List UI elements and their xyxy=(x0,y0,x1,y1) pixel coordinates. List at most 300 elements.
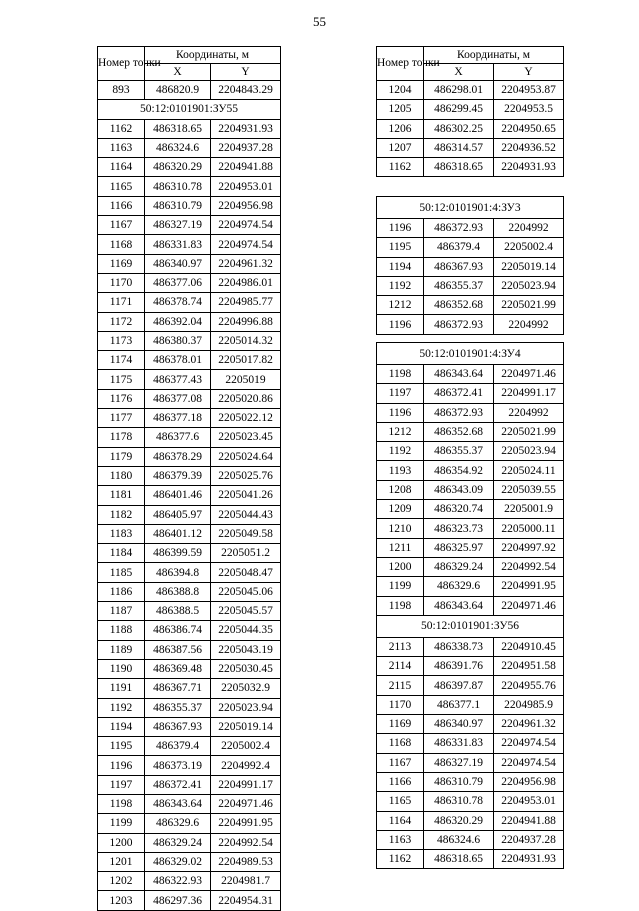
x-coordinate-cell: 486302.25 xyxy=(424,119,494,138)
point-number-cell: 1197 xyxy=(98,775,145,794)
x-coordinate-cell: 486324.6 xyxy=(145,138,211,157)
y-coordinate-cell: 2205021.99 xyxy=(494,422,564,441)
point-number-cell: 2115 xyxy=(377,676,424,695)
point-number-cell: 1202 xyxy=(98,872,145,891)
table-row xyxy=(98,698,281,717)
y-coordinate-cell: 2204991.17 xyxy=(494,384,564,403)
point-number-cell: 1184 xyxy=(98,544,145,563)
y-coordinate-cell: 2204961.32 xyxy=(211,254,281,273)
x-coordinate-cell: 486369.48 xyxy=(145,659,211,678)
x-coordinate-cell: 486343.64 xyxy=(145,794,211,813)
section-title: 50:12:0101901:4:ЗУ4 xyxy=(377,343,564,365)
x-coordinate-cell: 486340.97 xyxy=(145,254,211,273)
point-number-cell: 1211 xyxy=(377,538,424,557)
table-row xyxy=(377,830,564,849)
table-row xyxy=(98,351,281,370)
table-row xyxy=(377,238,564,257)
y-coordinate-cell: 2205019.14 xyxy=(494,257,564,276)
table-row xyxy=(377,577,564,596)
y-coordinate-cell: 2204981.7 xyxy=(211,872,281,891)
point-number-cell: 1200 xyxy=(377,557,424,576)
x-coordinate-cell: 486297.36 xyxy=(145,891,211,910)
x-coordinate-cell: 486355.37 xyxy=(424,276,494,295)
x-coordinate-cell: 486352.68 xyxy=(424,422,494,441)
x-coordinate-cell: 486340.97 xyxy=(424,715,494,734)
zu4-table-body xyxy=(377,343,564,869)
y-coordinate-cell: 2204937.28 xyxy=(211,138,281,157)
point-number-cell: 893 xyxy=(98,81,145,100)
table-row xyxy=(377,850,564,869)
table-row xyxy=(98,640,281,659)
point-number-cell: 1192 xyxy=(377,276,424,295)
y-coordinate-cell: 2205032.9 xyxy=(211,679,281,698)
table-row xyxy=(377,403,564,422)
x-coordinate-cell: 486343.64 xyxy=(424,365,494,384)
table-row xyxy=(98,679,281,698)
x-coordinate-cell: 486377.08 xyxy=(145,389,211,408)
section-title-row xyxy=(377,343,564,365)
table-row xyxy=(377,100,564,119)
table-row xyxy=(377,296,564,315)
x-coordinate-cell: 486367.71 xyxy=(145,679,211,698)
point-number-cell: 1193 xyxy=(377,461,424,480)
y-coordinate-cell: 2204991.95 xyxy=(211,814,281,833)
table-row xyxy=(98,659,281,678)
y-coordinate-cell: 2205041.26 xyxy=(211,486,281,505)
x-coordinate-cell: 486380.37 xyxy=(145,331,211,350)
y-coordinate-cell: 2205023.45 xyxy=(211,428,281,447)
point-number-cell: 1165 xyxy=(98,177,145,196)
coordinates-header: Координаты, м xyxy=(424,47,564,64)
point-number-cell: 1196 xyxy=(377,219,424,238)
y-coordinate-cell: 2204953.01 xyxy=(211,177,281,196)
x-coordinate-cell: 486310.79 xyxy=(424,772,494,791)
y-coordinate-cell: 2204941.88 xyxy=(494,811,564,830)
point-number-cell: 1212 xyxy=(377,422,424,441)
x-coordinate-cell: 486379.39 xyxy=(145,466,211,485)
table-row xyxy=(98,563,281,582)
table-row xyxy=(377,442,564,461)
table-row xyxy=(377,715,564,734)
table-row xyxy=(98,331,281,350)
point-number-cell: 2113 xyxy=(377,637,424,656)
table-row xyxy=(98,621,281,640)
y-coordinate-cell: 2204950.65 xyxy=(494,119,564,138)
y-coordinate-cell: 2204931.93 xyxy=(211,119,281,138)
table-row xyxy=(98,216,281,235)
x-coordinate-cell: 486378.01 xyxy=(145,351,211,370)
y-coordinate-cell: 2205002.4 xyxy=(211,737,281,756)
y-coordinate-cell: 2204956.98 xyxy=(211,196,281,215)
table-row xyxy=(98,814,281,833)
y-coordinate-cell: 2204931.93 xyxy=(494,850,564,869)
x-coordinate-cell: 486318.65 xyxy=(424,850,494,869)
y-coordinate-cell: 2204974.54 xyxy=(494,734,564,753)
x-coordinate-cell: 486343.09 xyxy=(424,480,494,499)
table-row xyxy=(98,582,281,601)
point-number-cell: 1178 xyxy=(98,428,145,447)
x-coordinate-cell: 486299.45 xyxy=(424,100,494,119)
point-number-cell: 1205 xyxy=(377,100,424,119)
point-number-cell: 1189 xyxy=(98,640,145,659)
x-coordinate-cell: 486343.64 xyxy=(424,596,494,615)
point-number-cell: 1203 xyxy=(98,891,145,910)
y-coordinate-cell: 2204956.98 xyxy=(494,772,564,791)
table-row xyxy=(377,753,564,772)
table-row xyxy=(377,500,564,519)
x-coordinate-cell: 486372.93 xyxy=(424,403,494,422)
y-coordinate-cell: 2204992 xyxy=(494,403,564,422)
x-coordinate-cell: 486324.6 xyxy=(424,830,494,849)
table-row xyxy=(377,637,564,656)
point-number-cell: 1174 xyxy=(98,351,145,370)
point-number-cell: 1162 xyxy=(377,850,424,869)
x-coordinate-cell: 486310.78 xyxy=(424,792,494,811)
y-coordinate-cell: 2204992 xyxy=(494,219,564,238)
point-number-cell: 1187 xyxy=(98,602,145,621)
point-number-cell: 1175 xyxy=(98,370,145,389)
x-coordinate-cell: 486331.83 xyxy=(424,734,494,753)
y-coordinate-cell: 2204953.01 xyxy=(494,792,564,811)
point-number-cell: 2114 xyxy=(377,657,424,676)
table-row xyxy=(377,676,564,695)
x-coordinate-cell: 486377.1 xyxy=(424,695,494,714)
x-coordinate-cell: 486327.19 xyxy=(424,753,494,772)
y-header: Y xyxy=(211,64,281,81)
y-coordinate-cell: 2204953.5 xyxy=(494,100,564,119)
point-number-cell: 1198 xyxy=(98,794,145,813)
y-coordinate-cell: 2204937.28 xyxy=(494,830,564,849)
y-coordinate-cell: 2204985.9 xyxy=(494,695,564,714)
table-row xyxy=(377,811,564,830)
x-coordinate-cell: 486318.65 xyxy=(145,119,211,138)
section-title: 50:12:0101901:4:ЗУ3 xyxy=(377,197,564,219)
y-coordinate-cell: 2205023.94 xyxy=(494,442,564,461)
y-coordinate-cell: 2204974.54 xyxy=(211,216,281,235)
y-coordinate-cell: 2204954.31 xyxy=(211,891,281,910)
x-coordinate-cell: 486327.19 xyxy=(145,216,211,235)
point-number-cell: 1166 xyxy=(377,772,424,791)
table-row xyxy=(98,158,281,177)
point-number-cell: 1186 xyxy=(98,582,145,601)
point-number-cell: 1194 xyxy=(377,257,424,276)
coordinates-table-zu4 xyxy=(376,342,564,869)
x-coordinate-cell: 486322.93 xyxy=(145,872,211,891)
y-coordinate-cell: 2205048.47 xyxy=(211,563,281,582)
table-row xyxy=(377,772,564,791)
table-row xyxy=(377,219,564,238)
y-coordinate-cell: 2204971.46 xyxy=(494,596,564,615)
y-coordinate-cell: 2205045.57 xyxy=(211,602,281,621)
point-number-cell: 1185 xyxy=(98,563,145,582)
point-number-cell: 1199 xyxy=(377,577,424,596)
point-number-header: Номер точки xyxy=(98,47,145,81)
y-coordinate-cell: 2204992.54 xyxy=(494,557,564,576)
y-coordinate-cell: 2204971.46 xyxy=(494,365,564,384)
coordinates-table-zu3 xyxy=(376,196,564,335)
y-coordinate-cell: 2204910.45 xyxy=(494,637,564,656)
table-row xyxy=(377,461,564,480)
y-coordinate-cell: 2204843.29 xyxy=(211,81,281,100)
x-coordinate-cell: 486318.65 xyxy=(424,158,494,177)
table-row xyxy=(377,596,564,615)
y-header: Y xyxy=(494,64,564,81)
y-coordinate-cell: 2205024.11 xyxy=(494,461,564,480)
x-coordinate-cell: 486320.29 xyxy=(145,158,211,177)
table-row xyxy=(98,273,281,292)
point-number-cell: 1182 xyxy=(98,505,145,524)
point-number-cell: 1208 xyxy=(377,480,424,499)
point-number-cell: 1170 xyxy=(377,695,424,714)
point-number-cell: 1198 xyxy=(377,365,424,384)
x-coordinate-cell: 486405.97 xyxy=(145,505,211,524)
point-number-cell: 1183 xyxy=(98,524,145,543)
x-coordinate-cell: 486388.5 xyxy=(145,602,211,621)
point-number-cell: 1191 xyxy=(98,679,145,698)
point-number-cell: 1165 xyxy=(377,792,424,811)
x-coordinate-cell: 486329.6 xyxy=(424,577,494,596)
y-coordinate-cell: 2204974.54 xyxy=(494,753,564,772)
x-coordinate-cell: 486372.93 xyxy=(424,315,494,334)
zu3-table-body xyxy=(377,197,564,335)
point-number-cell: 1163 xyxy=(377,830,424,849)
y-coordinate-cell: 2204991.17 xyxy=(211,775,281,794)
x-coordinate-cell: 486314.57 xyxy=(424,138,494,157)
table-row xyxy=(98,428,281,447)
point-number-cell: 1164 xyxy=(98,158,145,177)
point-number-cell: 1210 xyxy=(377,519,424,538)
point-number-cell: 1163 xyxy=(98,138,145,157)
x-coordinate-cell: 486377.18 xyxy=(145,409,211,428)
point-number-cell: 1199 xyxy=(98,814,145,833)
x-coordinate-cell: 486329.02 xyxy=(145,852,211,871)
table-row xyxy=(98,389,281,408)
point-number-cell: 1196 xyxy=(377,403,424,422)
point-number-cell: 1196 xyxy=(377,315,424,334)
x-coordinate-cell: 486329.24 xyxy=(424,557,494,576)
table-row xyxy=(98,737,281,756)
x-coordinate-cell: 486397.87 xyxy=(424,676,494,695)
x-coordinate-cell: 486379.4 xyxy=(145,737,211,756)
y-coordinate-cell: 2204997.92 xyxy=(494,538,564,557)
point-number-cell: 1162 xyxy=(98,119,145,138)
table-row xyxy=(377,557,564,576)
y-coordinate-cell: 2205025.76 xyxy=(211,466,281,485)
page-number: 55 xyxy=(313,14,326,29)
table-row xyxy=(377,138,564,157)
y-coordinate-cell: 2205049.58 xyxy=(211,524,281,543)
x-coordinate-cell: 486386.74 xyxy=(145,621,211,640)
point-number-cell: 1192 xyxy=(377,442,424,461)
table-row xyxy=(98,872,281,891)
x-coordinate-cell: 486388.8 xyxy=(145,582,211,601)
table-row xyxy=(377,538,564,557)
point-number-cell: 1168 xyxy=(98,235,145,254)
table-row xyxy=(98,833,281,852)
x-coordinate-cell: 486320.74 xyxy=(424,500,494,519)
x-coordinate-cell: 486310.78 xyxy=(145,177,211,196)
point-number-cell: 1194 xyxy=(98,717,145,736)
x-coordinate-cell: 486379.4 xyxy=(424,238,494,257)
point-number-cell: 1173 xyxy=(98,331,145,350)
x-coordinate-cell: 486377.06 xyxy=(145,273,211,292)
y-coordinate-cell: 2204936.52 xyxy=(494,138,564,157)
point-number-cell: 1209 xyxy=(377,500,424,519)
point-number-cell: 1162 xyxy=(377,158,424,177)
table-row xyxy=(98,466,281,485)
y-coordinate-cell: 2204971.46 xyxy=(211,794,281,813)
x-coordinate-cell: 486323.73 xyxy=(424,519,494,538)
x-coordinate-cell: 486378.29 xyxy=(145,447,211,466)
x-header: X xyxy=(145,64,211,81)
y-coordinate-cell: 2205023.94 xyxy=(211,698,281,717)
y-coordinate-cell: 2204992 xyxy=(494,315,564,334)
table-row xyxy=(98,81,281,100)
y-coordinate-cell: 2205019 xyxy=(211,370,281,389)
table-row xyxy=(98,775,281,794)
x-coordinate-cell: 486401.12 xyxy=(145,524,211,543)
point-number-cell: 1201 xyxy=(98,852,145,871)
x-coordinate-cell: 486377.6 xyxy=(145,428,211,447)
y-coordinate-cell: 2205019.14 xyxy=(211,717,281,736)
point-number-cell: 1181 xyxy=(98,486,145,505)
table-row xyxy=(98,717,281,736)
x-coordinate-cell: 486310.79 xyxy=(145,196,211,215)
point-number-cell: 1167 xyxy=(377,753,424,772)
x-coordinate-cell: 486391.76 xyxy=(424,657,494,676)
x-coordinate-cell: 486373.19 xyxy=(145,756,211,775)
y-coordinate-cell: 2204991.95 xyxy=(494,577,564,596)
point-number-cell: 1180 xyxy=(98,466,145,485)
point-number-cell: 1176 xyxy=(98,389,145,408)
y-coordinate-cell: 2204992.54 xyxy=(211,833,281,852)
table-row xyxy=(377,480,564,499)
x-coordinate-cell: 486820.9 xyxy=(145,81,211,100)
coordinates-header: Координаты, м xyxy=(145,47,281,64)
y-coordinate-cell: 2205023.94 xyxy=(494,276,564,295)
point-number-cell: 1169 xyxy=(377,715,424,734)
table-row xyxy=(377,119,564,138)
table-row xyxy=(98,196,281,215)
point-number-cell: 1172 xyxy=(98,312,145,331)
table-row xyxy=(98,293,281,312)
x-coordinate-cell: 486338.73 xyxy=(424,637,494,656)
section-title-row xyxy=(377,197,564,219)
point-number-cell: 1166 xyxy=(98,196,145,215)
x-coordinate-cell: 486354.92 xyxy=(424,461,494,480)
point-number-cell: 1171 xyxy=(98,293,145,312)
point-number-cell: 1192 xyxy=(98,698,145,717)
table-row xyxy=(377,695,564,714)
y-coordinate-cell: 2205001.9 xyxy=(494,500,564,519)
point-number-header: Номер точки xyxy=(377,47,424,81)
x-coordinate-cell: 486399.59 xyxy=(145,544,211,563)
point-number-cell: 1190 xyxy=(98,659,145,678)
point-number-cell: 1179 xyxy=(98,447,145,466)
section-title-row xyxy=(98,100,281,119)
section-title: 50:12:0101901:ЗУ55 xyxy=(98,100,281,119)
left-table-body xyxy=(98,81,281,911)
x-coordinate-cell: 486377.43 xyxy=(145,370,211,389)
y-coordinate-cell: 2204985.77 xyxy=(211,293,281,312)
y-coordinate-cell: 2204996.88 xyxy=(211,312,281,331)
x-coordinate-cell: 486372.41 xyxy=(145,775,211,794)
x-coordinate-cell: 486331.83 xyxy=(145,235,211,254)
point-number-cell: 1206 xyxy=(377,119,424,138)
point-number-cell: 1197 xyxy=(377,384,424,403)
table-row xyxy=(98,852,281,871)
y-coordinate-cell: 2205045.06 xyxy=(211,582,281,601)
table-row xyxy=(98,602,281,621)
x-coordinate-cell: 486392.04 xyxy=(145,312,211,331)
x-coordinate-cell: 486320.29 xyxy=(424,811,494,830)
x-coordinate-cell: 486394.8 xyxy=(145,563,211,582)
table-row xyxy=(98,794,281,813)
coordinates-table-left xyxy=(97,46,281,911)
x-coordinate-cell: 486329.24 xyxy=(145,833,211,852)
point-number-cell: 1167 xyxy=(98,216,145,235)
x-coordinate-cell: 486367.93 xyxy=(145,717,211,736)
point-number-cell: 1177 xyxy=(98,409,145,428)
section-title: 50:12:0101901:ЗУ56 xyxy=(377,615,564,637)
x-coordinate-cell: 486387.56 xyxy=(145,640,211,659)
x-coordinate-cell: 486352.68 xyxy=(424,296,494,315)
y-coordinate-cell: 2205002.4 xyxy=(494,238,564,257)
y-coordinate-cell: 2205024.64 xyxy=(211,447,281,466)
table-row xyxy=(377,734,564,753)
table-row xyxy=(377,257,564,276)
y-coordinate-cell: 2205022.12 xyxy=(211,409,281,428)
point-number-cell: 1207 xyxy=(377,138,424,157)
point-number-cell: 1198 xyxy=(377,596,424,615)
y-coordinate-cell: 2205051.2 xyxy=(211,544,281,563)
x-coordinate-cell: 486378.74 xyxy=(145,293,211,312)
x-coordinate-cell: 486329.6 xyxy=(145,814,211,833)
table-row xyxy=(98,312,281,331)
point-number-cell: 1169 xyxy=(98,254,145,273)
point-number-cell: 1212 xyxy=(377,296,424,315)
y-coordinate-cell: 2205000.11 xyxy=(494,519,564,538)
y-coordinate-cell: 2205043.19 xyxy=(211,640,281,659)
point-number-cell: 1195 xyxy=(98,737,145,756)
table-row xyxy=(98,254,281,273)
table-row xyxy=(377,422,564,441)
table-row xyxy=(377,519,564,538)
table-row xyxy=(98,524,281,543)
table-row xyxy=(98,486,281,505)
table-row xyxy=(377,315,564,334)
table-row xyxy=(377,158,564,177)
point-number-cell: 1195 xyxy=(377,238,424,257)
table-row xyxy=(98,177,281,196)
y-coordinate-cell: 2205030.45 xyxy=(211,659,281,678)
y-coordinate-cell: 2205044.35 xyxy=(211,621,281,640)
point-number-cell: 1200 xyxy=(98,833,145,852)
table-row xyxy=(377,365,564,384)
point-number-cell: 1188 xyxy=(98,621,145,640)
y-coordinate-cell: 2204989.53 xyxy=(211,852,281,871)
x-coordinate-cell: 486367.93 xyxy=(424,257,494,276)
y-coordinate-cell: 2204951.58 xyxy=(494,657,564,676)
table-row xyxy=(98,505,281,524)
x-coordinate-cell: 486355.37 xyxy=(424,442,494,461)
y-coordinate-cell: 2205017.82 xyxy=(211,351,281,370)
table-row xyxy=(98,756,281,775)
table-row xyxy=(98,409,281,428)
table-row xyxy=(98,891,281,910)
section-title-row xyxy=(377,615,564,637)
table-row xyxy=(377,657,564,676)
